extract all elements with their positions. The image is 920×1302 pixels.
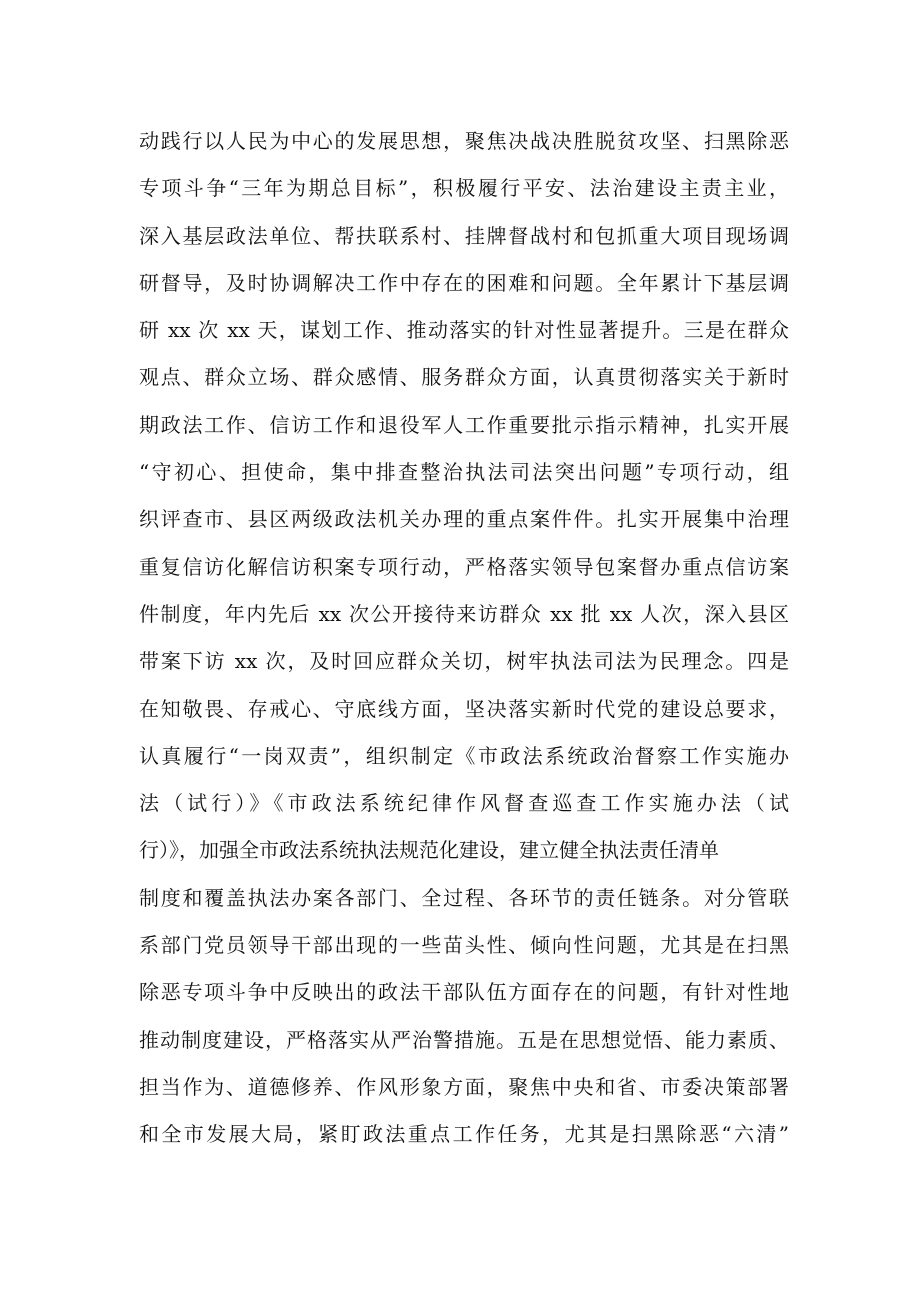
text-line: 担当作为、道德修养、作风形象方面，聚焦中央和省、市委决策部署 — [139, 1074, 789, 1099]
text-line: 除恶专项斗争中反映出的政法干部队伍方面存在的问题，有针对性地 — [139, 980, 789, 1005]
text-line: 带案下访 xx 次，及时回应群众关切，树牢执法司法为民理念。四是 — [139, 649, 789, 674]
text-line: 研 xx 次 xx 天，谋划工作、推动落实的针对性显著提升。三是在群众 — [139, 318, 789, 343]
text-line: “守初心、担使命，集中排查整治执法司法突出问题”专项行动，组 — [139, 460, 789, 485]
document-body — [139, 118, 789, 1159]
text-line: 制度和覆盖执法办案各部门、全过程、各环节的责任链条。对分管联 — [139, 885, 789, 910]
text-line: 深入基层政法单位、帮扶联系村、挂牌督战村和包抓重大项目现场调 — [139, 223, 789, 248]
text-line: 法（试行）》《市政法系统纪律作风督查巡查工作实施办法（试 — [139, 791, 789, 816]
text-line: 件制度，年内先后 xx 次公开接待来访群众 xx 批 xx 人次，深入县区 — [139, 601, 789, 626]
text-line: 在知敬畏、存戒心、守底线方面，坚决落实新时代党的建设总要求， — [139, 696, 789, 721]
text-line: 织评查市、县区两级政法机关办理的重点案件件。扎实开展集中治理 — [139, 507, 789, 532]
text-line: 重复信访化解信访积案专项行动，严格落实领导包案督办重点信访案 — [139, 554, 789, 579]
text-line: 观点、群众立场、群众感情、服务群众方面，认真贯彻落实关于新时 — [139, 365, 789, 390]
text-line: 动践行以人民为中心的发展思想，聚焦决战决胜脱贫攻坚、扫黑除恶 — [139, 129, 789, 153]
text-line: 系部门党员领导干部出现的一些苗头性、倾向性问题，尤其是在扫黑 — [139, 933, 789, 958]
text-line: 认真履行“一岗双责”，组织制定《市政法系统政治督察工作实施办 — [139, 743, 789, 768]
text-line: 推动制度建设，严格落实从严治警措施。五是在思想觉悟、能力素质、 — [139, 1027, 789, 1052]
text-line: 行）》，加强全市政法系统执法规范化建设，建立健全执法责任清单 — [139, 838, 719, 863]
text-line: 研督导，及时协调解决工作中存在的困难和问题。全年累计下基层调 — [139, 270, 789, 295]
text-line: 期政法工作、信访工作和退役军人工作重要批示指示精神，扎实开展 — [139, 412, 789, 437]
text-line: 和全市发展大局，紧盯政法重点工作任务，尤其是扫黑除恶“六清” — [139, 1122, 789, 1147]
text-line: 专项斗争“三年为期总目标”，积极履行平安、法治建设主责主业， — [139, 176, 789, 201]
